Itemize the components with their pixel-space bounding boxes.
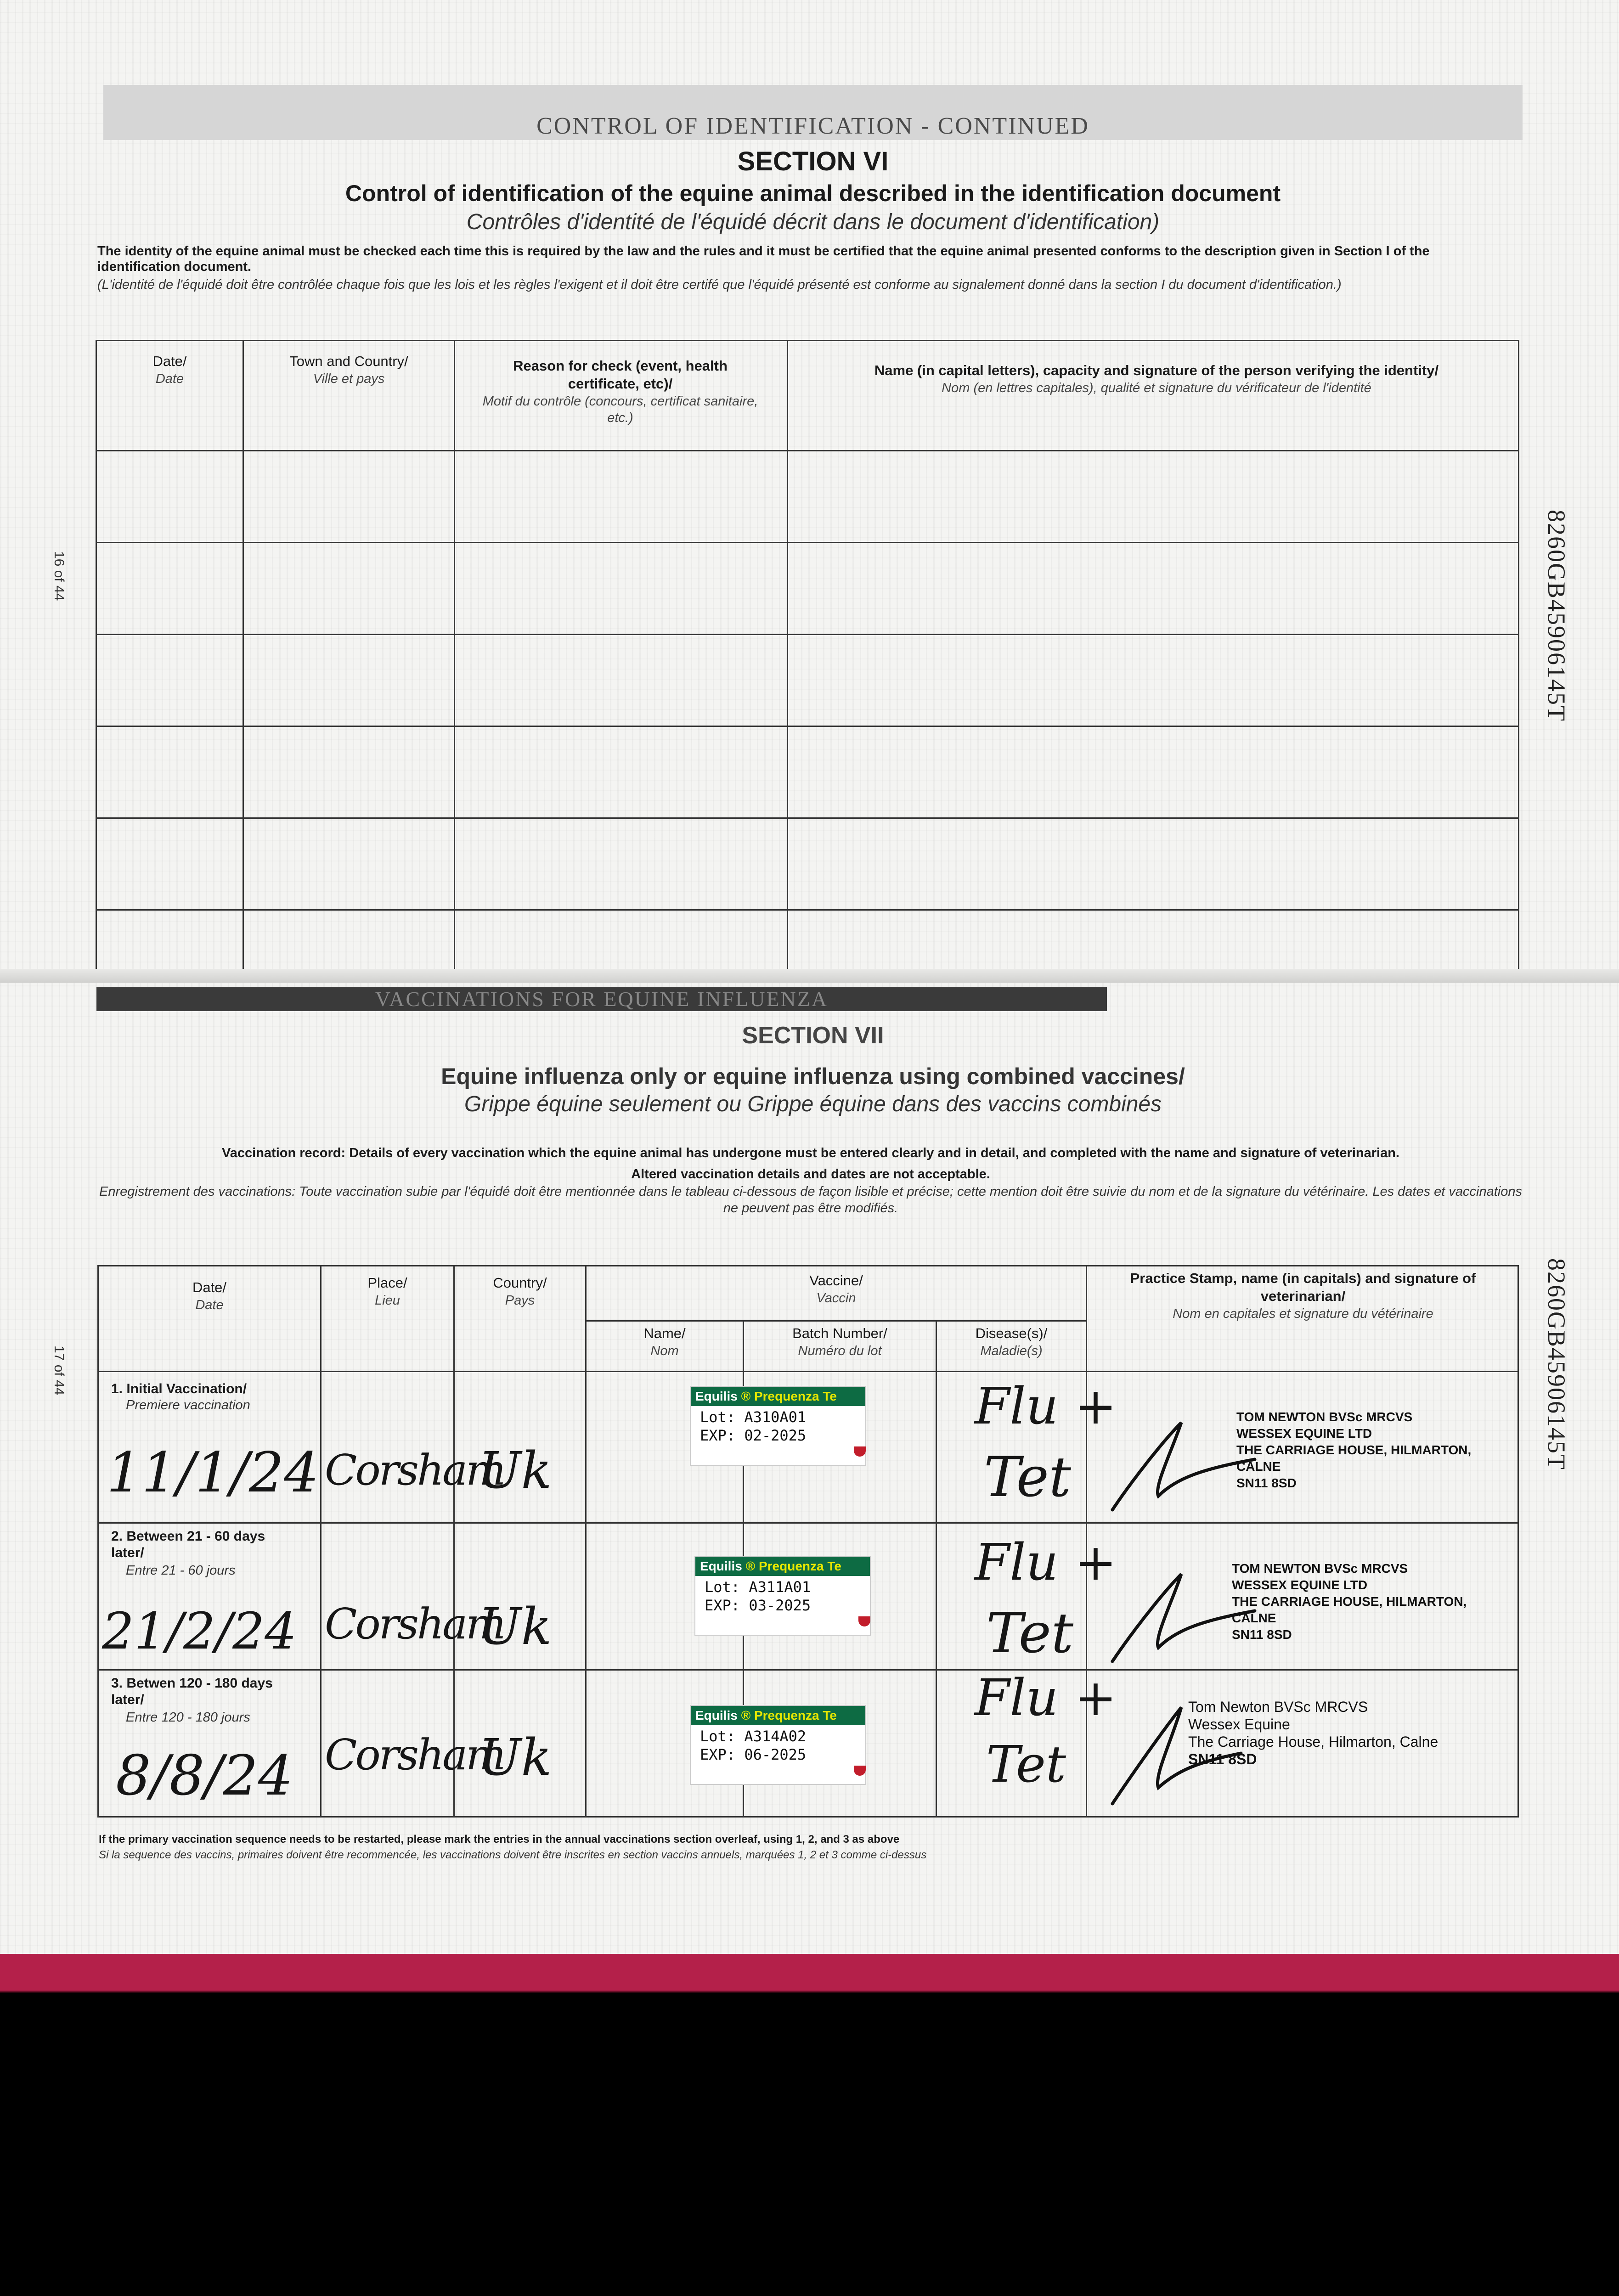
document-number-bottom: 8260GB45906145T (1543, 1258, 1570, 1470)
col-header-verifier: Name (in capital letters), capacity and signature of the person verifying the identity/ Nom (en lettres capitales), qualité et signature du vérificateur de l'identité (874, 362, 1439, 395)
identity-check-table (96, 340, 1519, 983)
row-country: Uk (479, 1441, 552, 1500)
row-country: Uk (479, 1728, 552, 1787)
document-number-top: 8260GB45906145T (1543, 510, 1570, 722)
vac-header-country: Country/ Pays (493, 1275, 547, 1308)
row-disease-1: Flu + (975, 1533, 1117, 1592)
section7-subtitle-fr: Grippe équine seulement ou Grippe équine dans des vaccins combinés (464, 1092, 1162, 1116)
footnote-en: If the primary vaccination sequence needs to be restarted, please mark the entries in the annual vaccinations section overleaf, using 1, 2, and 3 as above (99, 1833, 900, 1846)
vac-header-vaccine: Vaccine/ Vaccin (809, 1272, 863, 1306)
row-stage-fr: Premiere vaccination (126, 1398, 250, 1412)
vac-header-disease: Disease(s)/ Maladie(s) (975, 1325, 1048, 1358)
vac-header-batch: Batch Number/ Numéro du lot (792, 1325, 887, 1358)
row-stage-fr: Entre 21 - 60 jours (126, 1563, 236, 1578)
vac-header-place: Place/ Lieu (367, 1275, 407, 1308)
row-place: Corsham (325, 1446, 504, 1495)
vaccination-table (97, 1265, 1519, 1816)
page-number-16: 16 of 44 (51, 551, 67, 601)
section6-intro-fr: (L'identité de l'équidé doit être contrôlée chaque fois que les lois et les règles l'exigent et il doit être certifé que l'équidé présenté est conforme au signalement donné dans la section I du document d'identification.) (97, 277, 1342, 292)
section7-title: SECTION VII (742, 1022, 884, 1049)
row-date: 8/8/24 (116, 1744, 293, 1808)
row-disease-2: Tet (986, 1602, 1073, 1666)
row-date: 11/1/24 (107, 1441, 319, 1505)
row-stage: 3. Betwen 120 - 180 days later/ (111, 1676, 273, 1707)
col-header-reason: Reason for check (event, health certificate, etc)/ Motif du contrôle (concours, certificat sanitaire, etc.) (482, 358, 758, 425)
row-disease-2: Tet (984, 1446, 1071, 1509)
section6-title: SECTION VI (737, 146, 889, 176)
passport-cover-edge (0, 1954, 1619, 1992)
row-date: 21/2/24 (102, 1602, 297, 1660)
section6-subtitle-fr: Contrôles d'identité de l'équidé décrit dans le document d'identification) (466, 210, 1160, 234)
row-place: Corsham (325, 1599, 504, 1649)
section6-subtitle-en: Control of identification of the equine animal described in the identification document (345, 180, 1281, 206)
section6-intro-en: The identity of the equine animal must be checked each time this is required by the law and the rules and it must be certified that the equine animal presented conforms to the description given in Section I of the identification document. (97, 244, 1430, 274)
footnote-fr: Si la sequence des vaccins, primaires doivent être recommencée, les vaccinations doivent être inscrites en section vaccins annuels, marquées 1, 2 et 3 comme ci-dessus (99, 1849, 927, 1861)
page-number-17: 17 of 44 (51, 1345, 67, 1396)
section7-subtitle-en: Equine influenza only or equine influenza using combined vaccines/ (441, 1064, 1185, 1089)
vac-header-name: Name/ Nom (643, 1325, 686, 1358)
row-disease-1: Flu + (975, 1377, 1117, 1435)
row-stage-fr: Entre 120 - 180 jours (126, 1710, 250, 1725)
section7-intro-en-2: Altered vaccination details and dates are not acceptable. (631, 1167, 990, 1182)
row-country: Uk (479, 1597, 552, 1656)
table-row (97, 1668, 1519, 1816)
row-disease-1: Flu + (975, 1668, 1117, 1727)
section7-banner: VACCINATIONS FOR EQUINE INFLUENZA (96, 987, 1107, 1011)
section7-intro-en-1: Vaccination record: Details of every vaccination which the equine animal has undergone must be entered clearly and in detail, and completed with the name and signature of veterinarian. (222, 1146, 1399, 1160)
vaccine-sticker: Equilis ® Prequenza Te Lot: A311A01 EXP: 03-2025 (694, 1556, 871, 1636)
vaccine-sticker: Equilis ® Prequenza Te Lot: A314A02 EXP: 06-2025 (690, 1705, 866, 1785)
vet-stamp: TOM NEWTON BVSc MRCVS WESSEX EQUINE LTD THE CARRIAGE HOUSE, HILMARTON, CALNE SN11 8SD (1236, 1410, 1472, 1490)
table-row (97, 1524, 1519, 1669)
col-header-date: Date/ Date (152, 353, 187, 386)
vac-header-practice: Practice Stamp, name (in capitals) and signature of veterinarian/ Nom en capitales et signature du vétérinaire (1130, 1270, 1476, 1321)
row-disease-2: Tet (986, 1735, 1066, 1794)
vaccine-sticker: Equilis ® Prequenza Te Lot: A310A01 EXP: 02-2025 (690, 1386, 866, 1466)
vet-stamp: Tom Newton BVSc MRCVS Wessex Equine The Carriage House, Hilmarton, Calne SN11 8SD (1188, 1699, 1438, 1767)
section7-intro-fr: Enregistrement des vaccinations: Toute vaccination subie par l'équidé doit être mentionnée dans le tableau ci-dessous de façon lisible et précise; cette mention doit être suivie du nom et de la signature du vétérinaire. Les dates et vaccinations ne peuvent pas être modifiés. (99, 1184, 1522, 1216)
row-stage: 1. Initial Vaccination/ (111, 1381, 247, 1396)
vac-header-date: Date/ Date (192, 1279, 227, 1312)
table-row (97, 1372, 1519, 1522)
vet-stamp: TOM NEWTON BVSc MRCVS WESSEX EQUINE LTD THE CARRIAGE HOUSE, HILMARTON, CALNE SN11 8SD (1232, 1561, 1467, 1642)
section6-banner: CONTROL OF IDENTIFICATION - CONTINUED (103, 85, 1523, 140)
col-header-town-country: Town and Country/ Ville et pays (289, 353, 408, 386)
row-stage: 2. Between 21 - 60 days later/ (111, 1529, 265, 1560)
row-place: Corsham (325, 1730, 504, 1779)
